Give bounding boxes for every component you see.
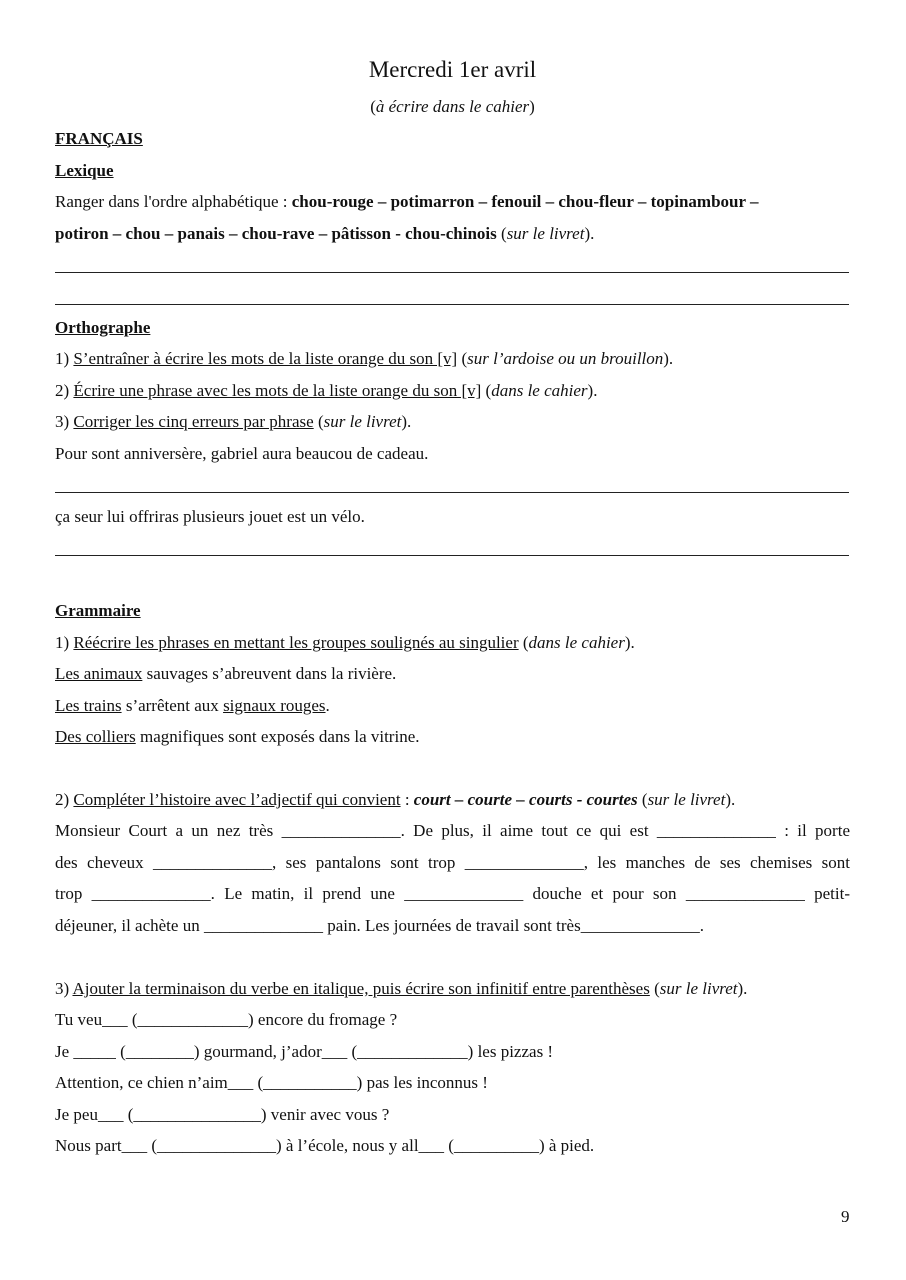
item-number: 2) — [55, 381, 74, 400]
subsection-heading-lexique: Lexique — [55, 161, 114, 180]
item-task: Ajouter la terminaison du verbe en italique, puis écrire son infinitif entre parenthèses — [72, 979, 650, 998]
sentence-end: . — [325, 696, 330, 715]
ex1-sentence-3 — [55, 727, 850, 747]
ex2-text-line-2: des cheveux ______________, ses pantalons sont trop ______________, les manches de ses chemises sont — [55, 853, 850, 872]
ex3-line-5: Nous part___ (______________) à l’école, nous y all___ (__________) à pied. — [55, 1136, 595, 1155]
ex3-line-2: Je _____ (________) gourmand, j’ador___ (_____________) les pizzas ! — [55, 1042, 554, 1061]
page-subtitle: (à écrire dans le cahier) — [370, 97, 535, 116]
lexique-words-2: potiron – chou – panais – chou-rave – pâtisson - chou-chinois — [55, 224, 497, 243]
lexique-instruction — [55, 192, 850, 212]
item-note: sur le livret — [659, 979, 738, 998]
sentence-rest: magnifiques sont exposés dans la vitrine. — [135, 727, 420, 746]
grammaire-ex3-instruction: 3) Ajouter la terminaison du verbe en italique, puis écrire son infinitif entre parenthèses (sur le livret). — [55, 979, 748, 998]
lexique-instruction-text: Ranger dans l'ordre alphabétique : — [55, 192, 292, 211]
answer-line — [55, 272, 849, 273]
answer-line — [55, 555, 849, 556]
item-task: S’entraîner à écrire les mots de la liste orange du son [v] — [73, 349, 458, 368]
item-task: Corriger les cinq erreurs par phrase — [73, 412, 314, 431]
item-note: dans le cahier — [491, 381, 588, 400]
grammaire-ex2-instruction: 2) Compléter l’histoire avec l’adjectif qui convient : court – courte – courts - courtes (sur le livret). — [55, 790, 736, 809]
ex3-line-4: Je peu___ (_______________) venir avec vous ? — [55, 1105, 390, 1124]
subsection-heading-orthographe: Orthographe — [55, 318, 151, 337]
orthographe-item-2: 2) Écrire une phrase avec les mots de la liste orange du son [v] (dans le cahier). — [55, 381, 598, 400]
ex2-text-line-3: trop ______________. Le matin, il prend une ______________ douche et pour son ______________ petit- — [55, 884, 850, 903]
orthographe-item-1: 1) S’entraîner à écrire les mots de la liste orange du son [v] (sur l’ardoise ou un brouillon). — [55, 349, 674, 368]
item-number: 1) — [55, 633, 74, 652]
item-number: 2) — [55, 790, 74, 809]
grammaire-ex1-instruction: 1) Réécrire les phrases en mettant les groupes soulignés au singulier (dans le cahier). — [55, 633, 635, 652]
item-note: dans le cahier — [528, 633, 625, 652]
item-number: 1) — [55, 349, 74, 368]
page-number: 9 — [841, 1207, 850, 1226]
page-title: Mercredi 1er avril — [368, 57, 537, 82]
answer-line — [55, 304, 849, 305]
sentence-rest: sauvages s’abreuvent dans la rivière. — [142, 664, 397, 683]
section-heading-francais: FRANÇAIS — [55, 129, 143, 148]
answer-line — [55, 492, 849, 493]
section-heading-grammaire: Grammaire — [55, 601, 141, 620]
underlined-group: Les trains — [55, 696, 122, 715]
orthographe-item-3: 3) Corriger les cinq erreurs par phrase (sur le livret). — [55, 412, 412, 431]
lexique-note: sur le livret — [506, 224, 585, 243]
item-note: sur le livret — [323, 412, 402, 431]
ex2-text-line-1: Monsieur Court a un nez très ______________. De plus, il aime tout ce qui est ______________ : il porte — [55, 821, 850, 840]
item-task: Réécrire les phrases en mettant les groupes soulignés au singulier — [73, 633, 519, 652]
underlined-group: Des colliers — [55, 727, 136, 746]
sentence-mid: s’arrêtent aux — [121, 696, 224, 715]
subtitle-note: à écrire dans le cahier — [375, 97, 530, 116]
ex3-line-1: Tu veu___ (_____________) encore du fromage ? — [55, 1010, 398, 1029]
lexique-words-line: potiron – chou – panais – chou-rave – pâtisson - chou-chinois (sur le livret). — [55, 224, 595, 243]
separator: : — [400, 790, 414, 809]
item-note: sur le livret — [647, 790, 726, 809]
item-number: 3) — [55, 412, 74, 431]
error-sentence-2: ça seur lui offriras plusieurs jouet est un vélo. — [55, 507, 365, 526]
underlined-group: Les animaux — [55, 664, 143, 683]
adjective-choices: court – courte – courts - courtes — [413, 790, 638, 809]
lexique-words-1: chou-rouge – potimarron – fenouil – chou-fleur – topinambour – — [291, 192, 759, 211]
error-sentence-1: Pour sont anniversère, gabriel aura beaucou de cadeau. — [55, 444, 429, 463]
ex1-sentence-2 — [55, 696, 850, 716]
item-task: Compléter l’histoire avec l’adjectif qui convient — [73, 790, 401, 809]
underlined-group: signaux rouges — [223, 696, 326, 715]
item-number: 3) — [55, 979, 73, 998]
item-note: sur l’ardoise ou un brouillon — [467, 349, 664, 368]
ex1-sentence-1 — [55, 664, 850, 684]
ex2-text-line-4: déjeuner, il achète un ______________ pain. Les journées de travail sont très______________. — [55, 916, 704, 935]
ex3-line-3: Attention, ce chien n’aim___ (___________) pas les inconnus ! — [55, 1073, 488, 1092]
item-task: Écrire une phrase avec les mots de la liste orange du son [v] — [73, 381, 482, 400]
